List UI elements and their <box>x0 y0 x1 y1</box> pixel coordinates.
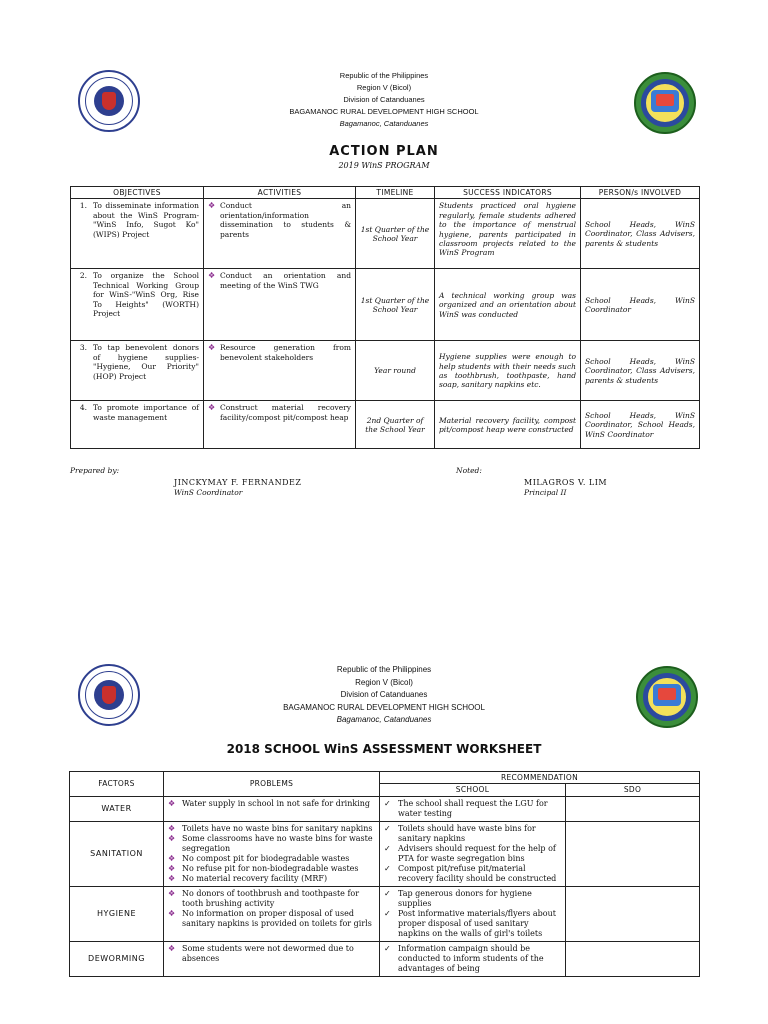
table-row <box>70 941 700 976</box>
action-plan-subtitle: 2019 WinS PROGRAM <box>338 161 430 170</box>
activity-text: Conduct an orientation/information dissemination to students & parents <box>220 201 351 239</box>
factor-cell: HYGIENE <box>70 886 164 941</box>
problem-item: No compost pit for biodegradable wastes <box>182 853 350 863</box>
header-division: Division of Catanduanes <box>340 690 428 699</box>
diamond-bullet-icon: ❖ <box>168 798 176 808</box>
problem-item: Water supply in school in not safe for drinking <box>182 798 371 808</box>
objective-text: To tap benevolent donors of hygiene supplies-"Hygiene, Our Priority"(HOP) Project <box>93 343 199 381</box>
persons-involved-cell: School Heads, WinS Coordinator, Class Advisers, parents & students <box>581 199 700 269</box>
assessment-table <box>69 771 700 977</box>
diamond-bullet-icon: ❖ <box>168 943 176 953</box>
problem-item: No refuse pit for non-biodegradable wastes <box>182 863 359 873</box>
activity-text: Conduct an orientation and meeting of the WinS TWG <box>220 271 351 290</box>
diamond-bullet-icon: ❖ <box>168 833 176 843</box>
prepared-by-position: WinS Coordinator <box>174 488 243 497</box>
check-icon: ✓ <box>384 863 391 873</box>
factor-cell: SANITATION <box>70 821 164 886</box>
persons-involved-cell: School Heads, WinS Coordinator, School Heads, WinS Coordinator <box>581 401 700 449</box>
check-icon: ✓ <box>384 798 391 808</box>
col-sdo: SDO <box>566 784 700 796</box>
col-success-indicators: SUCCESS INDICATORS <box>435 187 581 199</box>
noted-block <box>456 466 482 475</box>
deped-seal-logo <box>78 664 140 726</box>
problem-item: No donors of toothbrush and toothpaste for tooth brushing activity <box>182 888 360 908</box>
timeline-cell: Year round <box>356 341 435 401</box>
school-recommendation-item: Post informative materials/flyers about proper disposal of used sanitary napkins on the walls of girl's toilets <box>398 908 556 938</box>
header-school: BAGAMANOC RURAL DEVELOPMENT HIGH SCHOOL <box>289 107 479 116</box>
activity-text: Construct material recovery facility/compost pit/compost heap <box>220 403 351 422</box>
col-timeline: TIMELINE <box>356 187 435 199</box>
letterhead <box>234 70 534 130</box>
objective-text: To disseminate information about the WinS Program-"WinS Info, Sugot Ko" (WIPS) Project <box>93 201 199 239</box>
persons-involved-cell: School Heads, WinS Coordinator <box>581 269 700 341</box>
success-indicator-cell: A technical working group was organized and an orientation about WinS was conducted <box>435 269 581 341</box>
check-icon: ✓ <box>384 888 391 898</box>
timeline-cell: 1st Quarter of the School Year <box>356 199 435 269</box>
col-activities: ACTIVITIES <box>204 187 356 199</box>
noted-signatory <box>524 478 607 497</box>
sdo-cell <box>566 821 700 886</box>
school-seal-logo <box>634 72 696 134</box>
check-icon: ✓ <box>384 823 391 833</box>
objective-number: 3. <box>79 343 87 353</box>
check-icon: ✓ <box>384 843 391 853</box>
sdo-cell <box>566 796 700 821</box>
col-factors: FACTORS <box>70 772 164 797</box>
table-header-row <box>71 187 700 199</box>
noted-name: MILAGROS V. LIM <box>524 478 608 487</box>
diamond-bullet-icon: ❖ <box>208 201 216 211</box>
table-row <box>70 796 700 821</box>
diamond-bullet-icon: ❖ <box>168 823 176 833</box>
table-row <box>70 886 700 941</box>
problem-item: No information on proper disposal of used sanitary napkins is provided on toilets for girls <box>182 908 372 928</box>
header-location: Bagamanoc, Catanduanes <box>336 715 432 724</box>
header-school: BAGAMANOC RURAL DEVELOPMENT HIGH SCHOOL <box>283 702 485 712</box>
header-republic: Republic of the Philippines <box>336 665 432 674</box>
diamond-bullet-icon: ❖ <box>208 403 216 413</box>
prepared-by-block <box>70 466 119 475</box>
header-region: Region V (Bicol) <box>355 677 413 687</box>
col-persons-involved: PERSON/s INVOLVED <box>581 187 700 199</box>
check-icon: ✓ <box>384 943 391 953</box>
diamond-bullet-icon: ❖ <box>168 908 176 918</box>
problem-item: Some students were not dewormed due to absences <box>182 943 354 963</box>
table-row <box>71 199 700 269</box>
prepared-by-signatory <box>174 478 301 497</box>
header-republic: Republic of the Philippines <box>339 71 429 80</box>
objective-number: 2. <box>79 271 87 281</box>
success-indicator-cell: Material recovery facility, compost pit/compost heap were constructed <box>435 401 581 449</box>
header-division: Division of Catanduanes <box>343 95 425 104</box>
table-header-row <box>70 772 700 784</box>
objective-number: 1. <box>79 201 87 211</box>
factor-cell: WATER <box>70 796 164 821</box>
success-indicator-cell: Hygiene supplies were enough to help students with their needs such as toothbrush, toothpaste, hand soap, sanitary napkins etc. <box>435 341 581 401</box>
diamond-bullet-icon: ❖ <box>168 888 176 898</box>
objective-text: To promote importance of waste management <box>93 403 199 422</box>
table-row <box>71 269 700 341</box>
school-seal-logo <box>636 666 698 728</box>
col-school: SCHOOL <box>380 784 566 796</box>
sdo-cell <box>566 886 700 941</box>
diamond-bullet-icon: ❖ <box>168 873 176 883</box>
objective-text: To organize the School Technical Working Group for WinS-"WinS Org, Rise To Heights" (WORTH) Project <box>93 271 199 318</box>
diamond-bullet-icon: ❖ <box>168 853 176 863</box>
table-row <box>71 401 700 449</box>
table-row <box>70 821 700 886</box>
problem-item: Some classrooms have no waste bins for waste segregation <box>182 833 373 853</box>
problem-item: Toilets have no waste bins for sanitary napkins <box>182 823 373 833</box>
action-plan-table <box>70 186 700 449</box>
persons-involved-cell: School Heads, WinS Coordinator, Class Advisers, parents & students <box>581 341 700 401</box>
factor-cell: DEWORMING <box>70 941 164 976</box>
problem-item: No material recovery facility (MRF) <box>182 873 328 883</box>
deped-seal-logo <box>78 70 140 132</box>
school-recommendation-item: Advisers should request for the help of PTA for waste segregation bins <box>398 843 556 863</box>
table-row <box>71 341 700 401</box>
assessment-title: 2018 SCHOOL WinS ASSESSMENT WORKSHEET <box>226 742 542 756</box>
assessment-page <box>0 560 768 1024</box>
timeline-cell: 1st Quarter of the School Year <box>356 269 435 341</box>
school-recommendation-item: Information campaign should be conducted to inform students of the advantages of being <box>398 943 544 973</box>
school-recommendation-item: Toilets should have waste bins for sanitary napkins <box>398 823 536 843</box>
activity-text: Resource generation from benevolent stakeholders <box>220 343 351 362</box>
prepared-by-label: Prepared by: <box>70 466 120 475</box>
action-plan-title: ACTION PLAN <box>329 144 439 159</box>
timeline-cell: 2nd Quarter of the School Year <box>356 401 435 449</box>
header-location: Bagamanoc, Catanduanes <box>339 119 429 128</box>
header-region: Region V (Bicol) <box>356 83 412 92</box>
success-indicator-cell: Students practiced oral hygiene regularly, female students adhered to the importance of menstrual hygiene, parents participated in classroom projects related to the WinS Program <box>435 199 581 269</box>
school-recommendation-item: The school shall request the LGU for water testing <box>398 798 548 818</box>
school-recommendation-item: Compost pit/refuse pit/material recovery facility should be constructed <box>398 863 557 883</box>
sdo-cell <box>566 941 700 976</box>
objective-number: 4. <box>79 403 87 413</box>
school-recommendation-item: Tap generous donors for hygiene supplies <box>398 888 532 908</box>
col-objectives: OBJECTIVES <box>71 187 204 199</box>
check-icon: ✓ <box>384 908 391 918</box>
noted-label: Noted: <box>456 466 482 475</box>
diamond-bullet-icon: ❖ <box>168 863 176 873</box>
prepared-by-name: JINCKYMAY F. FERNANDEZ <box>174 478 302 487</box>
diamond-bullet-icon: ❖ <box>208 271 216 281</box>
col-problems: PROBLEMS <box>164 772 380 797</box>
col-recommendation: RECOMMENDATION <box>380 772 700 784</box>
noted-position: Principal II <box>524 488 567 497</box>
diamond-bullet-icon: ❖ <box>208 343 216 353</box>
letterhead <box>234 664 534 727</box>
